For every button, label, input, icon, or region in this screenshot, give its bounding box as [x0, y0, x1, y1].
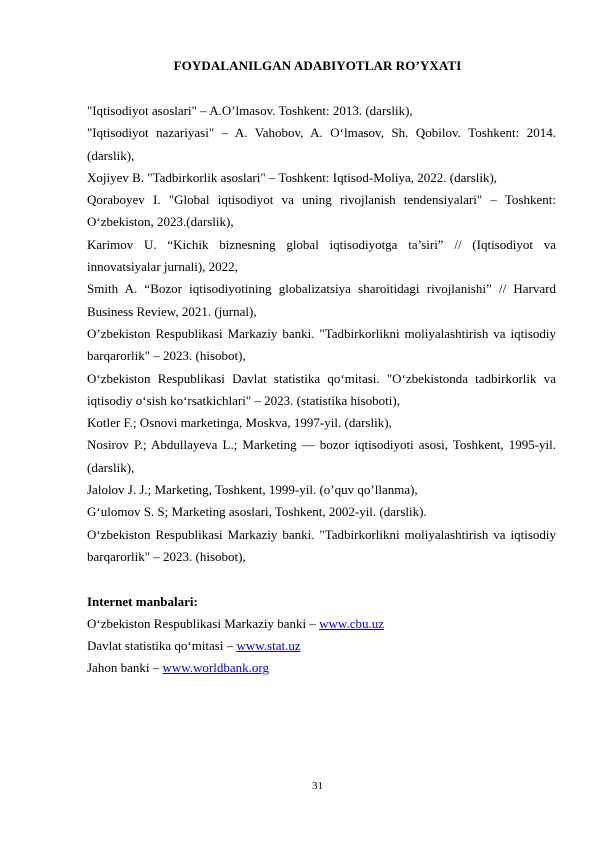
internet-sources-heading: Internet manbalari:	[87, 593, 198, 609]
reference-item: Smith A. “Bozor iqtisodiyotining globalizatsiya sharoitidagi rivojlanishi” // Harvard Business Review, 2021. (jurnal),	[87, 281, 556, 319]
internet-source-label: O‘zbekiston Respublikasi Markaziy banki –	[87, 615, 320, 631]
page-number: 31	[312, 780, 323, 792]
reference-item: Nosirov P.; Abdullayeva L.; Marketing — bozor iqtisodiyoti asosi, Toshkent, 1995-yil. (darslik),	[87, 437, 556, 475]
reference-item: Karimov U. “Kichik biznesning global iqtisodiyotga ta’siri” // (Iqtisodiyot va innovatsiyalar jurnali), 2022,	[87, 236, 556, 275]
reference-item: Kotler F.; Osnovi marketinga, Moskva, 1997-yil. (darslik),	[87, 415, 392, 431]
references-body	[87, 100, 556, 680]
reference-item: G‘ulomov S. S; Marketing asoslari, Toshkent, 2002-yil. (darslik).	[87, 504, 427, 520]
internet-source-link[interactable]: www.stat.uz	[236, 638, 301, 654]
reference-item: O‘zbekiston Respublikasi Davlat statistika qo‘mitasi. "O‘zbekistonda tadbirkorlik va iqtisodiy o‘sish ko‘rsatkichlari" – 2023. (statistika hisoboti),	[87, 370, 556, 408]
section-spacer	[87, 568, 556, 590]
internet-source-item	[87, 657, 556, 679]
reference-item: Jalolov J. J.; Marketing, Toshkent, 1999-yil. (o’quv qo’llanma),	[87, 482, 418, 498]
internet-source-label: Davlat statistika qo‘mitasi –	[87, 638, 237, 654]
reference-item: O‘zbekiston Respublikasi Markaziy banki. "Tadbirkorlikni moliyalashtirish va iqtisodiy barqarorlik" – 2023. (hisobot),	[87, 526, 556, 564]
internet-source-label: Jahon banki –	[87, 660, 163, 676]
internet-source-link[interactable]: www.worldbank.org	[162, 660, 269, 676]
reference-item: "Iqtisodiyot nazariyasi" – A. Vahobov, A. O‘lmasov, Sh. Qobilov. Toshkent: 2014. (darslik),	[87, 125, 556, 163]
reference-item: "Iqtisodiyot asoslari" – A.O’lmasov. Toshkent: 2013. (darslik),	[87, 103, 413, 118]
page-title: FOYDALANILGAN ADABIYOTLAR RO’YXATI	[173, 58, 462, 73]
internet-source-item	[87, 613, 556, 635]
reference-item: O’zbekiston Respublikasi Markaziy banki. "Tadbirkorlikni moliyalashtirish va iqtisodiy barqarorlik" – 2023. (hisobot),	[87, 325, 556, 364]
internet-source-link[interactable]: www.cbu.uz	[319, 615, 385, 631]
reference-item: Xojiyev B. "Tadbirkorlik asoslari" – Toshkent: Iqtisod-Moliya, 2022. (darslik),	[87, 169, 498, 185]
reference-item: Qoraboyev I. "Global iqtisodiyot va uning rivojlanish tendensiyalari" – Toshkent: O‘zbekiston, 2023.(darslik),	[87, 192, 556, 230]
internet-source-item	[87, 635, 556, 657]
